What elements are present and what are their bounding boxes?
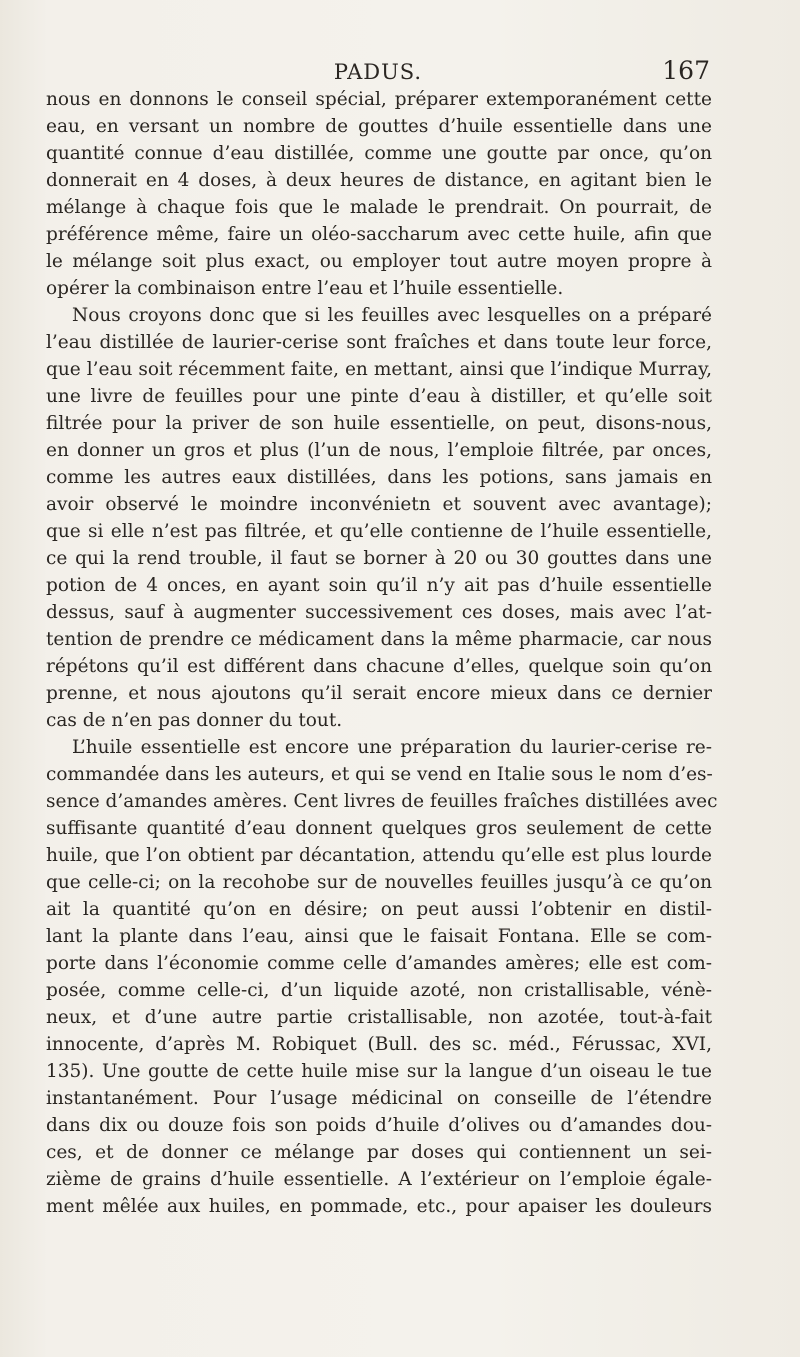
text-line: instantanément. Pour l’usage médicinal on conseille de l’étendre	[46, 1088, 712, 1109]
text-line: l’eau distillée de laurier-cerise sont fraîches et dans toute leur force,	[46, 332, 712, 353]
text-line: Nous croyons donc que si les feuilles avec lesquelles on a préparé	[72, 305, 712, 326]
text-line: posée, comme celle-ci, d’un liquide azoté, non cristallisable, vénè-	[46, 980, 712, 1001]
text-line: dessus, sauf à augmenter successivement ces doses, mais avec l’at-	[46, 602, 712, 623]
text-line: lant la plante dans l’eau, ainsi que le faisait Fontana. Elle se com-	[46, 926, 712, 947]
text-line: L’huile essentielle est encore une préparation du laurier-cerise re-	[72, 737, 712, 758]
text-line: filtrée pour la priver de son huile essentielle, on peut, disons-nous,	[46, 413, 712, 434]
text-line: une livre de feuilles pour une pinte d’eau à distiller, et qu’elle soit	[46, 386, 712, 407]
text-line: prenne, et nous ajoutons qu’il serait encore mieux dans ce dernier	[46, 683, 712, 704]
text-line: mélange à chaque fois que le malade le prendrait. On pourrait, de	[46, 197, 712, 218]
text-line: répétons qu’il est différent dans chacune d’elles, quelque soin qu’on	[46, 656, 712, 677]
text-line: zième de grains d’huile essentielle. A l’extérieur on l’emploie égale-	[46, 1169, 712, 1190]
text-line: que si elle n’est pas filtrée, et qu’elle contienne de l’huile essentielle,	[46, 521, 712, 542]
text-line: huile, que l’on obtient par décantation, attendu qu’elle est plus lourde	[46, 845, 712, 866]
body-text	[46, 86, 718, 1220]
text-line: ce qui la rend trouble, il faut se borner à 20 ou 30 gouttes dans une	[46, 548, 712, 569]
text-line: le mélange soit plus exact, ou employer tout autre moyen propre à	[46, 251, 712, 272]
text-line: suffisante quantité d’eau donnent quelques gros seulement de cette	[46, 818, 712, 839]
text-line: opérer la combinaison entre l’eau et l’huile essentielle.	[46, 278, 564, 299]
text-line: ment mêlée aux huiles, en pommade, etc., pour apaiser les douleurs	[46, 1196, 712, 1217]
text-line: ces, et de donner ce mélange par doses qui contiennent un sei-	[46, 1142, 712, 1163]
text-line: commandée dans les auteurs, et qui se vend en Italie sous le nom d’es-	[46, 764, 713, 785]
text-line: que celle-ci; on la recohobe sur de nouvelles feuilles jusqu’à ce qu’on	[46, 872, 712, 893]
text-line: donnerait en 4 doses, à deux heures de distance, en agitant bien le	[46, 170, 712, 191]
text-line: que l’eau soit récemment faite, en mettant, ainsi que l’indique Murray,	[46, 359, 712, 380]
text-line: ait la quantité qu’on en désire; on peut aussi l’obtenir en distil-	[46, 899, 712, 920]
text-line: préférence même, faire un oléo-saccharum avec cette huile, afin que	[46, 224, 712, 245]
text-line: cas de n’en pas donner du tout.	[46, 710, 343, 731]
page-number: 167	[662, 56, 710, 85]
text-line: comme les autres eaux distillées, dans les potions, sans jamais en	[46, 467, 712, 488]
text-line: quantité connue d’eau distillée, comme une goutte par once, qu’on	[46, 143, 712, 164]
text-line: en donner un gros et plus (l’un de nous, l’emploie filtrée, par onces,	[46, 440, 712, 461]
text-line: avoir observé le moindre inconvénietn et souvent avec avantage);	[46, 494, 712, 515]
text-line: innocente, d’après M. Robiquet (Bull. des sc. méd., Férussac, XVI,	[46, 1034, 712, 1055]
text-line: nous en donnons le conseil spécial, préparer extemporanément cette	[46, 89, 712, 110]
text-line: porte dans l’économie comme celle d’amandes amères; elle est com-	[46, 953, 712, 974]
text-line: sence d’amandes amères. Cent livres de feuilles fraîches distillées avec	[46, 791, 718, 812]
text-line: potion de 4 onces, en ayant soin qu’il n’y ait pas d’huile essentielle	[46, 575, 712, 596]
text-line: tention de prendre ce médicament dans la même pharmacie, car nous	[46, 629, 712, 650]
text-line: dans dix ou douze fois son poids d’huile d’olives ou d’amandes dou-	[46, 1115, 712, 1136]
running-head: PADUS.	[333, 60, 423, 84]
text-line: 135). Une goutte de cette huile mise sur la langue d’un oiseau le tue	[46, 1061, 712, 1082]
text-line: eau, en versant un nombre de gouttes d’huile essentielle dans une	[46, 116, 712, 137]
text-line: neux, et d’une autre partie cristallisable, non azotée, tout-à-fait	[46, 1007, 712, 1028]
